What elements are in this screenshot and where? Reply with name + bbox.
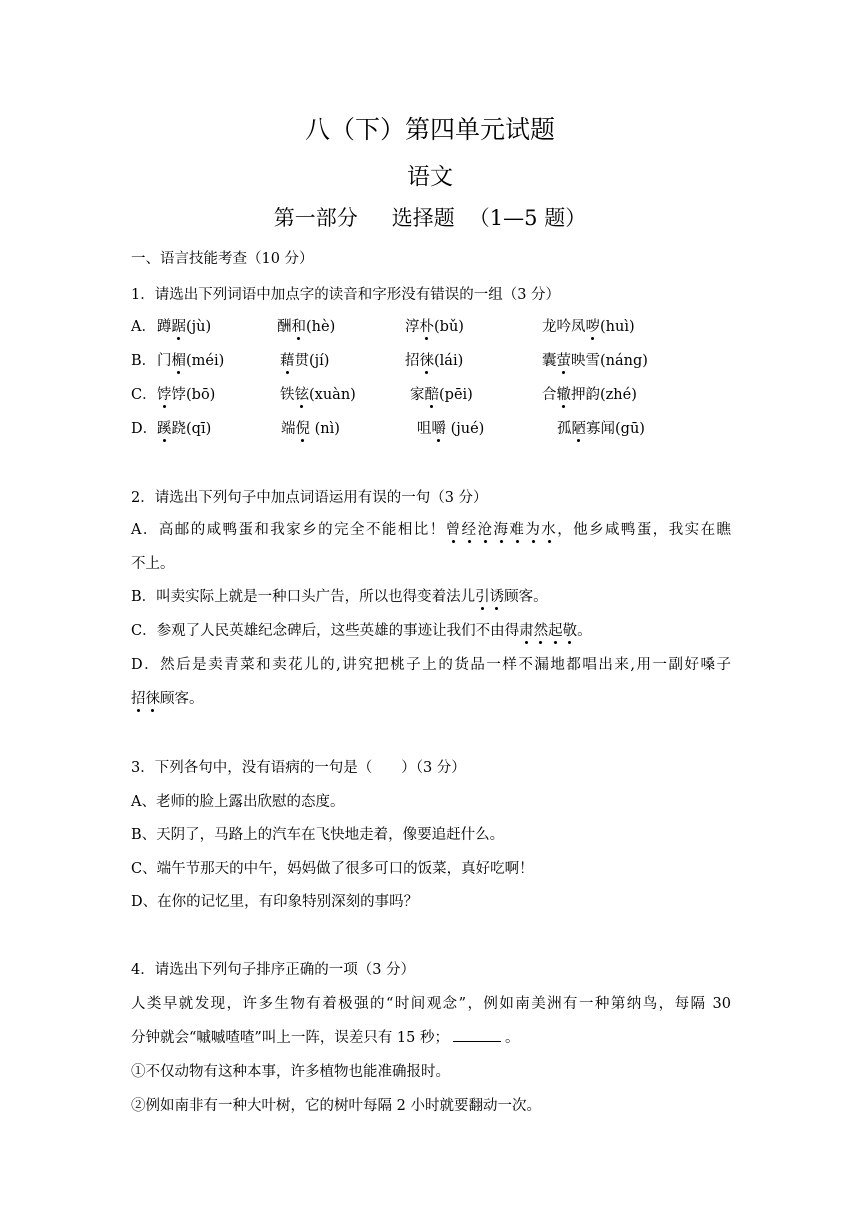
q2-option-d: D．然后是卖青菜和卖花儿的,讲究把桃子上的货品一样不漏地都唱出来,用一副好嗓子 (131, 657, 731, 673)
q3-option-a: A、老师的脸上露出欣慰的态度。 (131, 794, 345, 810)
q1-word: 酬和(hè) (277, 319, 336, 335)
q1-word: 蹲踞(jù) (157, 319, 212, 335)
q4-passage-line2: 分钟就会“嘁嘁喳喳”叫上一阵，误差只有 15 秒； 。 (131, 1030, 520, 1046)
question-4-stem: 4．请选出下列句子排序正确的一项（3 分） (131, 962, 416, 978)
question-1-stem: 1．请选出下列词语中加点字的读音和字形没有错误的一组（3 分） (131, 287, 561, 303)
q1-option-label: B． (131, 353, 157, 369)
q3-option-b: B、天阴了，马路上的汽车在飞快地走着，像要追赶什么。 (131, 827, 505, 843)
question-3-stem: 3．下列各句中，没有语病的一句是（ ）（3 分） (131, 760, 466, 776)
q2-option-d-cont: 招徕顾客。 (131, 691, 204, 707)
q1-word: 藉贯(jí) (280, 353, 330, 369)
section-heading: 一、语言技能考查（10 分） (131, 251, 314, 267)
q2-option-c: C．参观了人民英雄纪念碑后，这些英雄的事迹让我们不由得肃然起敬。 (131, 623, 592, 639)
q1-option-label: D． (131, 421, 158, 437)
q4-sentence-1: ①不仅动物有这种本事，许多植物也能准确报时。 (131, 1064, 450, 1080)
q1-word: 淳朴(bǔ) (405, 319, 464, 335)
part-name: 第一部分 (273, 206, 358, 230)
q1-word: 孤陋寡闻(gū) (557, 421, 645, 437)
q2-option-b: B．叫卖实际上就是一种口头广告，所以也得变着法儿引诱顾客。 (131, 589, 548, 605)
q1-word: 饽饽(bō) (157, 387, 216, 403)
q1-word: 家醅(pēi) (410, 387, 473, 403)
q1-word: 招徕(lái) (405, 353, 464, 369)
q3-option-c: C、端午节那天的中午，妈妈做了很多可口的饭菜，真好吃啊！ (131, 861, 534, 877)
q1-word: 龙吟凤哕(huì) (542, 319, 635, 335)
q1-option-label: C． (131, 387, 157, 403)
part-heading (0, 202, 860, 232)
q1-word: 咀嚼 (jué) (417, 421, 485, 437)
q4-passage-line1: 人类早就发现，许多生物有着极强的“时间观念”，例如南美洲有一种第纳鸟，每隔 30 (131, 996, 731, 1012)
q1-word: 合辙押韵(zhé) (542, 387, 637, 403)
part-type: 选择题 (391, 206, 455, 230)
q1-word: 蹊跷(qī) (157, 421, 212, 437)
q3-option-d: D、在你的记忆里，有印象特别深刻的事吗？ (131, 894, 419, 910)
q2-option-a-cont: 不上。 (131, 556, 175, 572)
answer-blank (453, 1029, 501, 1042)
part-range: （1—5 题） (468, 206, 587, 230)
q2-option-a: A．高邮的咸鸭蛋和我家乡的完全不能相比！曾经沧海难为水，他乡咸鸭蛋，我实在瞧 (131, 522, 732, 538)
q1-word: 囊萤映雪(náng) (542, 353, 648, 369)
subject-title: 语文 (407, 164, 453, 190)
exam-title: 八（下）第四单元试题 (304, 115, 555, 144)
q1-word: 门楣(méi) (157, 353, 225, 369)
q1-word: 铁铉(xuàn) (280, 387, 356, 403)
q1-option-label: A． (131, 319, 156, 335)
q1-word: 端倪 (nì) (281, 421, 340, 437)
question-2-stem: 2．请选出下列句子中加点词语运用有误的一句（3 分） (131, 490, 488, 506)
q4-sentence-2: ②例如南非有一种大叶树，它的树叶每隔 2 小时就要翻动一次。 (131, 1098, 541, 1114)
